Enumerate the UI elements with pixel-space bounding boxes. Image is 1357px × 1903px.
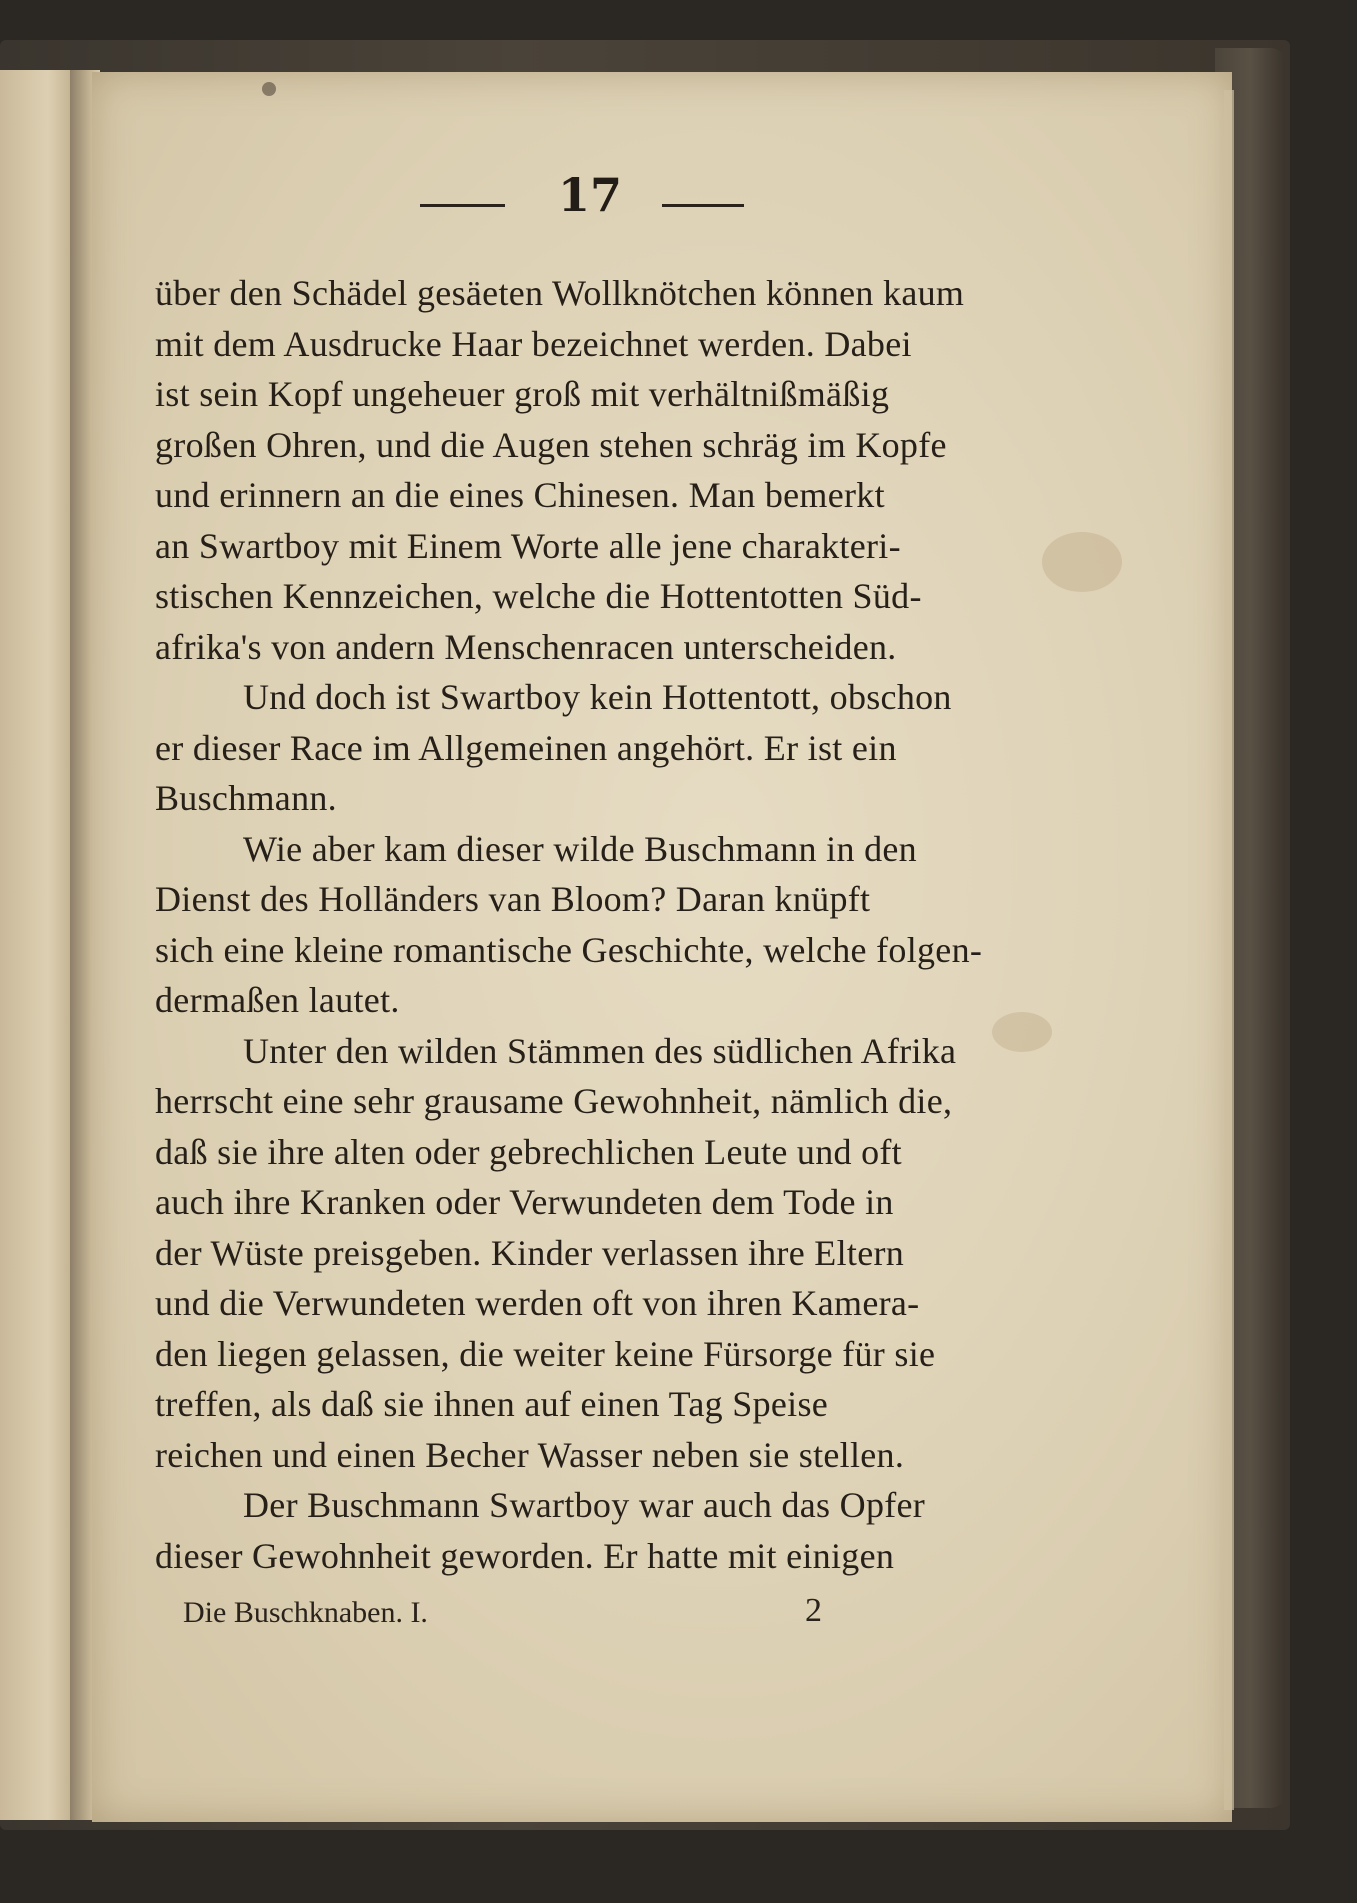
header-rule-right [662,204,744,207]
text-line: auch ihre Kranken oder Verwundeten dem Tode in [155,1182,894,1222]
left-page-edge [0,70,80,1820]
header-rule-left [420,204,505,207]
text-line: Dienst des Holländers van Bloom? Daran knüpft [155,879,871,919]
text-line: Wie aber kam dieser wilde Buschmann in den [243,828,917,869]
text-line: großen Ohren, und die Augen stehen schräg im Kopfe [155,424,947,465]
text-line: stischen Kennzeichen, welche die Hottentotten Süd- [155,576,922,616]
text-line: daß sie ihre alten oder gebrechlichen Leute und oft [155,1131,902,1172]
text-line: ist sein Kopf ungeheuer groß mit verhältnißmäßig [155,374,890,414]
text-line: der Wüste preisgeben. Kinder verlassen ihre Eltern [155,1232,905,1273]
text-line: und die Verwundeten werden oft von ihren Kamera- [155,1283,920,1323]
page-edge [1224,90,1234,1810]
text-line: dieser Gewohnheit geworden. Er hatte mit einigen [155,1535,895,1576]
text-line: und erinnern an die eines Chinesen. Man bemerkt [155,475,885,515]
page-stain [1042,532,1122,592]
text-line: sich eine kleine romantische Geschichte, welche folgen- [155,929,983,970]
text-line: er dieser Race im Allgemeinen angehört. Er ist ein [155,727,897,768]
body-text [155,268,1005,1581]
signature-title: Die Buschknaben. I. [183,1596,428,1629]
page-spot [262,82,276,96]
text-line: Und doch ist Swartboy kein Hottentott, obschon [243,677,952,717]
text-line: über den Schädel gesäeten Wollknötchen können kaum [155,273,965,313]
page-header [0,168,1357,228]
text-line: Unter den wilden Stämmen des südlichen Afrika [243,1030,957,1071]
text-line: herrscht eine sehr grausame Gewohnheit, nämlich die, [155,1081,953,1121]
text-line: treffen, als daß sie ihnen auf einen Tag Speise [155,1384,829,1424]
text-line: Der Buschmann Swartboy war auch das Opfer [243,1485,926,1525]
page-number: 17 [557,168,622,222]
text-line: an Swartboy mit Einem Worte alle jene charakteri- [155,525,901,566]
text-line: dermaßen lautet. [155,980,400,1020]
text-line: reichen und einen Becher Wasser neben sie stellen. [155,1434,905,1475]
text-line: afrika's von andern Menschenracen unterscheiden. [155,626,897,667]
sheet-number: 2 [805,1592,822,1629]
text-line: Buschmann. [155,778,337,818]
text-line: den liegen gelassen, die weiter keine Fürsorge für sie [155,1333,936,1374]
text-line: mit dem Ausdrucke Haar bezeichnet werden. Dabei [155,323,912,364]
